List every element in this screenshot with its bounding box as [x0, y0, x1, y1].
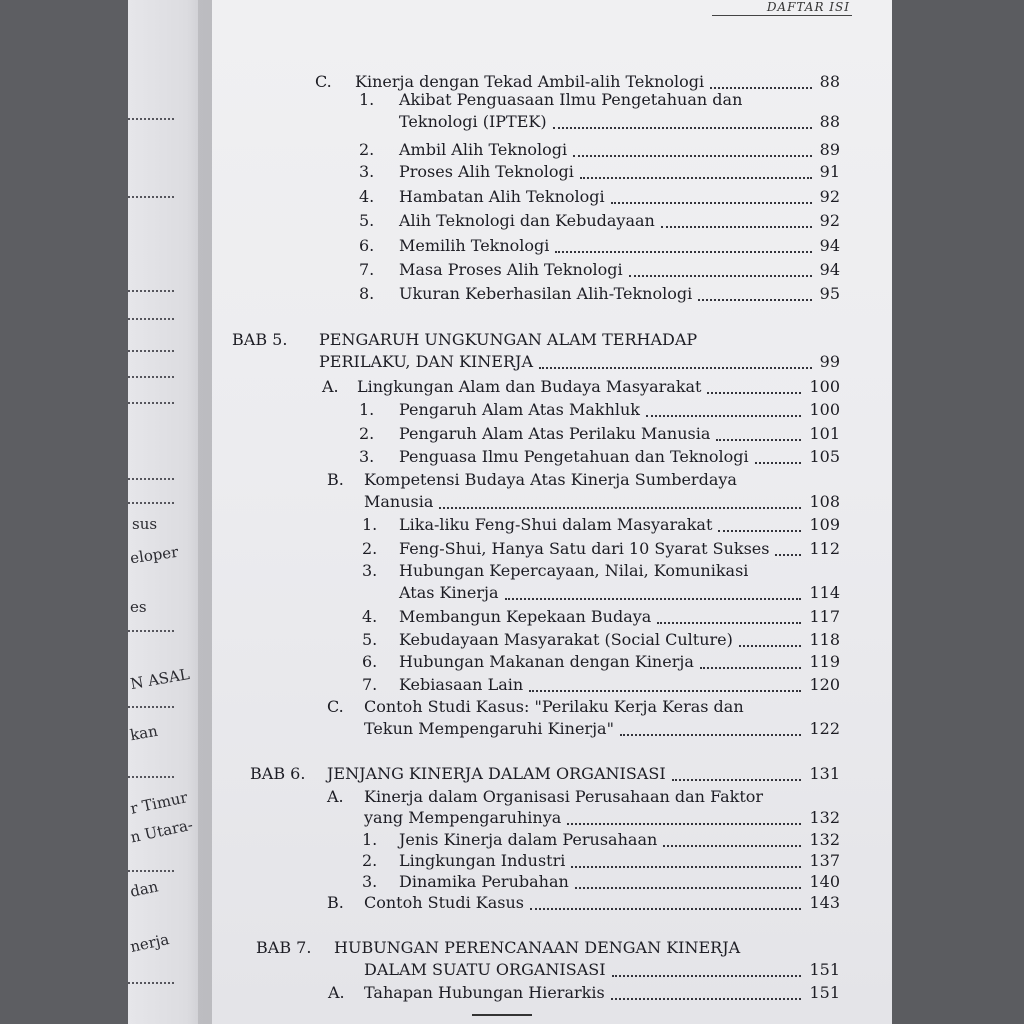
toc-page-number: 122: [809, 719, 840, 738]
toc-entry: [212, 352, 840, 372]
toc-page-number: 94: [819, 260, 840, 279]
leader-dots: [128, 870, 174, 872]
toc-entry: [212, 893, 840, 913]
toc-entry-title: Lika-liku Feng-Shui dalam Masyarakat: [399, 515, 713, 534]
toc-page-number: 151: [809, 960, 840, 979]
toc-entry-title: JENJANG KINERJA DALAM ORGANISASI: [327, 764, 666, 783]
toc-entry: [212, 90, 840, 110]
toc-entry: [212, 938, 840, 958]
toc-entry-number: BAB 7.: [256, 938, 312, 957]
toc-entry-number: C.: [327, 697, 344, 716]
leader-dots: [128, 318, 174, 320]
toc-entry: [212, 492, 840, 512]
toc-entry-title: Hubungan Makanan dengan Kinerja: [399, 652, 694, 671]
leader-dots: [620, 734, 801, 736]
toc-entry-number: 1.: [359, 90, 375, 109]
toc-entry: [212, 470, 840, 490]
leader-dots: [529, 690, 801, 692]
toc-entry-number: 5.: [362, 630, 378, 649]
toc-page-number: 131: [809, 764, 840, 783]
leader-dots: [571, 866, 801, 868]
toc-entry: [212, 162, 840, 182]
left-page-fragment: kan: [128, 721, 160, 745]
toc-entry-title: Tekun Mempengaruhi Kinerja": [364, 719, 614, 738]
leader-dots: [439, 507, 801, 509]
leader-dots: [663, 845, 801, 847]
toc-page-number: 91: [819, 162, 840, 181]
toc-entry: [212, 284, 840, 304]
toc-entry-title: Manusia: [364, 492, 434, 511]
toc-entry: [212, 561, 840, 581]
leader-dots: [128, 196, 174, 198]
left-page-fragment: dan: [128, 877, 160, 901]
toc-entry-number: B.: [327, 893, 344, 912]
left-page-fragment: n Utara-: [128, 815, 195, 847]
leader-dots: [611, 202, 812, 204]
toc-entry-number: 1.: [362, 515, 378, 534]
toc-page-number: 114: [809, 583, 840, 602]
toc-entry: [212, 851, 840, 871]
toc-page-number: 88: [819, 112, 840, 131]
toc-entry-number: B.: [327, 470, 344, 489]
toc-entry-title: Lingkungan Industri: [399, 851, 566, 870]
toc-entry-title: Kompetensi Budaya Atas Kinerja Sumberdaya: [364, 470, 737, 489]
leader-dots: [646, 415, 801, 417]
leader-dots: [775, 554, 801, 556]
left-page: [128, 0, 212, 1024]
leader-dots: [128, 776, 174, 778]
toc-entry-title: Pengaruh Alam Atas Makhluk: [399, 400, 640, 419]
leader-dots: [128, 706, 174, 708]
toc-entry-title: Jenis Kinerja dalam Perusahaan: [399, 830, 658, 849]
left-page-fragment: N ASAL: [128, 664, 191, 694]
toc-page-number: 100: [809, 400, 840, 419]
leader-dots: [530, 908, 801, 910]
toc-entry-number: 1.: [359, 400, 375, 419]
page-header: DAFTAR ISI: [766, 0, 850, 14]
toc-entry-title: Lingkungan Alam dan Budaya Masyarakat: [357, 377, 702, 396]
toc-entry-number: BAB 6.: [250, 764, 306, 783]
toc-entry-title: Hambatan Alih Teknologi: [399, 187, 605, 206]
toc-entry-title: Contoh Studi Kasus: [364, 893, 524, 912]
toc-entry: [212, 260, 840, 280]
toc-entry: [212, 872, 840, 892]
toc-page-number: 94: [819, 236, 840, 255]
toc-page-number: 151: [809, 983, 840, 1002]
toc-entry-number: 2.: [359, 140, 375, 159]
toc-entry-number: 3.: [362, 872, 378, 891]
toc-entry-title: Pengaruh Alam Atas Perilaku Manusia: [399, 424, 711, 443]
toc-entry-number: BAB 5.: [232, 330, 288, 349]
toc-entry-number: 6.: [362, 652, 378, 671]
toc-entry-title: Teknologi (IPTEK): [399, 112, 547, 131]
toc-page-number: 132: [809, 808, 840, 827]
leader-dots: [128, 982, 174, 984]
toc-entry: [212, 830, 840, 850]
toc-entry-title: PENGARUH UNGKUNGAN ALAM TERHADAP: [319, 330, 698, 349]
toc-entry-number: 2.: [362, 851, 378, 870]
toc-entry-title: Feng-Shui, Hanya Satu dari 10 Syarat Sukses: [399, 539, 770, 558]
toc-page-number: 112: [809, 539, 840, 558]
leader-dots: [575, 887, 801, 889]
toc-page-number: 88: [819, 72, 840, 91]
leader-dots: [539, 367, 812, 369]
toc-page-number: 137: [809, 851, 840, 870]
leader-dots: [128, 290, 174, 292]
toc-entry-number: 3.: [359, 447, 375, 466]
toc-page-number: 118: [809, 630, 840, 649]
toc-entry: [212, 424, 840, 444]
toc-entry: [212, 187, 840, 207]
toc-entry: [212, 140, 840, 160]
toc-entry-number: 3.: [362, 561, 378, 580]
toc-page-number: 101: [809, 424, 840, 443]
toc-entry-number: A.: [322, 377, 339, 396]
toc-entry-title: Penguasa Ilmu Pengetahuan dan Teknologi: [399, 447, 749, 466]
leader-dots: [629, 275, 812, 277]
toc-entry: [212, 719, 840, 739]
toc-page-number: 99: [819, 352, 840, 371]
toc-entry-title: HUBUNGAN PERENCANAAN DENGAN KINERJA: [334, 938, 741, 957]
toc-entry: [212, 960, 840, 980]
toc-page-number: 117: [809, 607, 840, 626]
leader-dots: [657, 622, 801, 624]
toc-entry-title: Membangun Kepekaan Budaya: [399, 607, 652, 626]
toc-entry-title: Hubungan Kepercayaan, Nilai, Komunikasi: [399, 561, 749, 580]
toc-page-number: 109: [809, 515, 840, 534]
toc-page-number: 143: [809, 893, 840, 912]
toc-entry: [212, 236, 840, 256]
toc-page-number: 108: [809, 492, 840, 511]
toc-entry-title: Ukuran Keberhasilan Alih-Teknologi: [399, 284, 693, 303]
toc-entry-number: 5.: [359, 211, 375, 230]
toc-entry-number: 1.: [362, 830, 378, 849]
toc-entry-title: Kebiasaan Lain: [399, 675, 524, 694]
toc-entry-title: Proses Alih Teknologi: [399, 162, 574, 181]
left-page-fragment: nerja: [128, 930, 171, 956]
leader-dots: [612, 975, 801, 977]
leader-dots: [707, 392, 801, 394]
toc-entry-number: 4.: [362, 607, 378, 626]
left-page-fragment: eloper: [128, 542, 180, 568]
toc-entry-title: PERILAKU, DAN KINERJA: [319, 352, 533, 371]
toc-entry-title: Dinamika Perubahan: [399, 872, 569, 891]
toc-entry-number: 8.: [359, 284, 375, 303]
toc-entry: [212, 983, 840, 1003]
toc-entry-title: Kinerja dengan Tekad Ambil-alih Teknologi: [355, 72, 705, 91]
toc-page-number: 89: [819, 140, 840, 159]
toc-entry-number: 2.: [362, 539, 378, 558]
bottom-rule: [472, 1014, 532, 1016]
toc-entry-title: Atas Kinerja: [399, 583, 499, 602]
toc-entry-title: Kebudayaan Masyarakat (Social Culture): [399, 630, 733, 649]
leader-dots: [672, 779, 801, 781]
toc-page-number: 132: [809, 830, 840, 849]
leader-dots: [128, 630, 174, 632]
toc-entry-title: Memilih Teknologi: [399, 236, 550, 255]
toc-entry: [212, 583, 840, 603]
leader-dots: [128, 350, 174, 352]
leader-dots: [573, 155, 812, 157]
toc-entry: [212, 112, 840, 132]
leader-dots: [739, 645, 801, 647]
toc-entry-number: 7.: [362, 675, 378, 694]
toc-entry-number: C.: [315, 72, 332, 91]
toc-entry-number: 2.: [359, 424, 375, 443]
toc-page-number: 105: [809, 447, 840, 466]
toc-entry-title: Contoh Studi Kasus: "Perilaku Kerja Keras dan: [364, 697, 744, 716]
toc-entry: [212, 764, 840, 784]
left-page-fragment: sus: [132, 515, 158, 533]
toc-page-number: 120: [809, 675, 840, 694]
toc-entry-title: Alih Teknologi dan Kebudayaan: [399, 211, 655, 230]
toc-page-number: 119: [809, 652, 840, 671]
toc-entry-title: Kinerja dalam Organisasi Perusahaan dan Faktor: [364, 787, 764, 806]
toc-entry: [212, 630, 840, 650]
leader-dots: [555, 251, 812, 253]
toc-entry: [212, 675, 840, 695]
toc-entry-number: 6.: [359, 236, 375, 255]
leader-dots: [710, 87, 812, 89]
toc-entry-title: yang Mempengaruhinya: [364, 808, 562, 827]
leader-dots: [755, 462, 801, 464]
toc-entry: [212, 539, 840, 559]
leader-dots: [700, 667, 801, 669]
toc-entry-number: A.: [328, 983, 345, 1002]
leader-dots: [128, 118, 174, 120]
toc-entry: [212, 652, 840, 672]
toc-entry: [212, 447, 840, 467]
leader-dots: [661, 226, 812, 228]
leader-dots: [580, 177, 812, 179]
table-surface: [892, 0, 1024, 1024]
toc-page: [212, 0, 892, 1024]
toc-page-number: 92: [819, 187, 840, 206]
toc-entry: [212, 330, 840, 350]
toc-entry: [212, 697, 840, 717]
toc-entry: [212, 400, 840, 420]
leader-dots: [716, 439, 801, 441]
toc-entry: [212, 211, 840, 231]
toc-entry-number: 7.: [359, 260, 375, 279]
leader-dots: [128, 376, 174, 378]
toc-entry: [212, 72, 840, 92]
toc-page-number: 100: [809, 377, 840, 396]
toc-page-number: 95: [819, 284, 840, 303]
toc-entry: [212, 607, 840, 627]
toc-entry-title: Tahapan Hubungan Hierarkis: [364, 983, 605, 1002]
toc-entry-title: DALAM SUATU ORGANISASI: [364, 960, 606, 979]
leader-dots: [128, 478, 174, 480]
leader-dots: [718, 530, 801, 532]
leader-dots: [505, 598, 801, 600]
leader-dots: [128, 502, 174, 504]
header-rule: [712, 15, 852, 16]
left-page-fragment: r Timur: [128, 788, 190, 818]
toc-entry-number: A.: [327, 787, 344, 806]
toc-entry-number: 4.: [359, 187, 375, 206]
leader-dots: [698, 299, 812, 301]
leader-dots: [128, 402, 174, 404]
toc-entry: [212, 377, 840, 397]
leader-dots: [611, 998, 801, 1000]
toc-entry-title: Akibat Penguasaan Ilmu Pengetahuan dan: [399, 90, 743, 109]
toc-entry: [212, 808, 840, 828]
leader-dots: [553, 127, 812, 129]
toc-entry-number: 3.: [359, 162, 375, 181]
toc-page-number: 140: [809, 872, 840, 891]
toc-entry: [212, 787, 840, 807]
toc-entry-title: Ambil Alih Teknologi: [399, 140, 568, 159]
toc-entry-title: Masa Proses Alih Teknologi: [399, 260, 623, 279]
left-page-fragment: es: [130, 598, 147, 616]
toc-page-number: 92: [819, 211, 840, 230]
toc-entry: [212, 515, 840, 535]
leader-dots: [567, 823, 801, 825]
